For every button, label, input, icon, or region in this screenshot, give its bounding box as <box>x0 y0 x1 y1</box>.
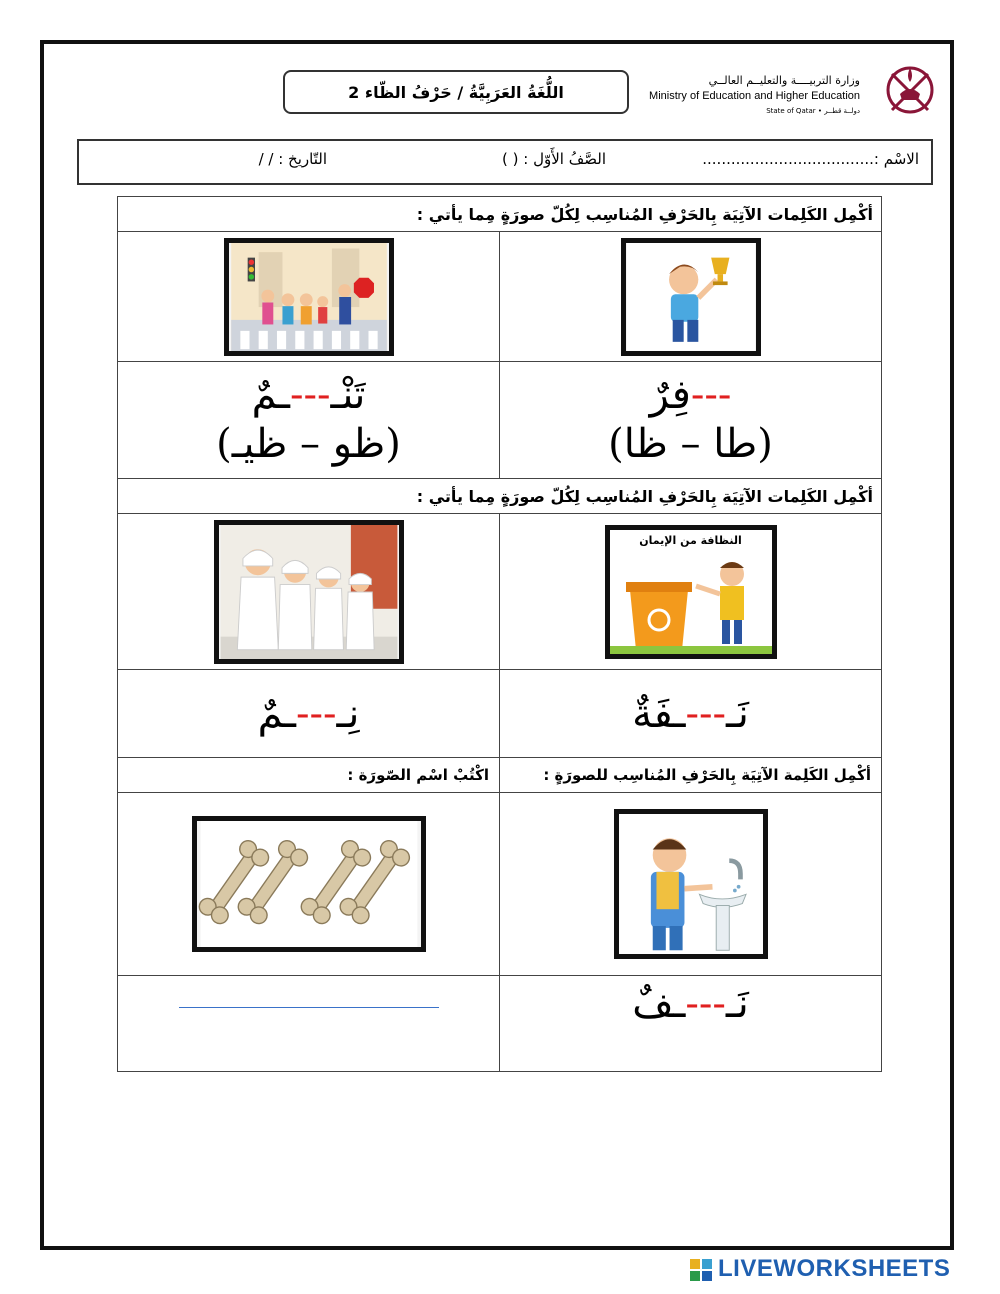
boys-line-image <box>214 520 404 664</box>
letter-blank[interactable]: --- <box>685 981 726 1027</box>
answer-input-line[interactable] <box>179 1006 439 1008</box>
qatar-emblem-icon <box>870 60 938 122</box>
incomplete-word: تَنْـ---ـمٌ <box>251 372 366 418</box>
boy-trophy-image <box>621 238 761 356</box>
name-field-label[interactable]: الاسْم :.................................... <box>702 150 919 168</box>
letter-blank[interactable]: --- <box>289 372 331 418</box>
instruction-3-left: اكْتُبْ اسْم الصّورَة : <box>118 758 500 793</box>
ministry-logo <box>649 60 938 122</box>
washing-hands-image <box>614 809 768 959</box>
letter-blank[interactable]: --- <box>295 690 337 737</box>
student-info-box <box>77 139 933 185</box>
liveworksheets-logo-icon <box>690 1259 712 1281</box>
picture-cell <box>500 232 882 362</box>
answer-cell <box>118 976 500 1072</box>
instruction-3-right: أكْمِل الكَلِمة الآتِيَة بِالحَرْفِ المُناسِب للصورَةٍ : <box>500 758 882 793</box>
word-cell <box>500 670 882 758</box>
letter-options: (ظو – ظيـ) <box>216 421 401 467</box>
children-crossing-image <box>224 238 394 356</box>
letter-blank[interactable]: --- <box>685 690 727 737</box>
instruction-2: أكْمِل الكَلِمات الآتِيَة بِالحَرْفِ المُناسِب لِكُلّ صورَةٍ مِما يأتي : <box>118 479 882 514</box>
recycle-image <box>605 525 777 659</box>
incomplete-word: نِـ---ـمٌ <box>257 690 360 737</box>
incomplete-word: ---فِرٌ <box>649 372 732 418</box>
state-of-qatar: State of Qatar • دولــة قطــر <box>766 107 860 115</box>
letter-options: (طا – ظا) <box>608 421 773 467</box>
picture-cell <box>500 514 882 670</box>
liveworksheets-wordmark: LIVEWORKSHEETS <box>718 1255 951 1282</box>
worksheet-table <box>117 196 882 1072</box>
incomplete-word: نَـ---ـفَةٌ <box>632 690 749 737</box>
picture-cell <box>118 793 500 976</box>
picture-cell <box>500 793 882 976</box>
date-field-label[interactable]: التّاريخ : / / <box>258 150 327 168</box>
picture-cell <box>118 514 500 670</box>
incomplete-word: نَـ---ـفٌ <box>632 981 749 1027</box>
grade-field-label: الصَّفُ الأَوّل : ( ) <box>502 150 606 168</box>
ministry-name-en: Ministry of Education and Higher Education <box>649 90 860 102</box>
word-cell <box>500 362 882 479</box>
word-cell <box>118 362 500 479</box>
image-caption: النظافة من الإيمان <box>639 533 742 547</box>
word-cell <box>500 976 882 1072</box>
liveworksheets-brand <box>690 1255 990 1285</box>
instruction-1: أكْمِل الكَلِمات الآتِيَة بِالحَرْفِ المُناسِب لِكُلّ صورَةٍ مِما يأتي : <box>118 197 882 232</box>
word-cell <box>118 670 500 758</box>
bones-image <box>192 816 426 952</box>
ministry-name-ar: وزارة التربيــــة والتعليــم العالــي <box>708 74 860 87</box>
worksheet-title: اللُّغَةُ العَرَبِيَّةُ / حَرْفُ الظّاء 2 <box>283 70 629 114</box>
picture-cell <box>118 232 500 362</box>
letter-blank[interactable]: --- <box>690 372 732 418</box>
